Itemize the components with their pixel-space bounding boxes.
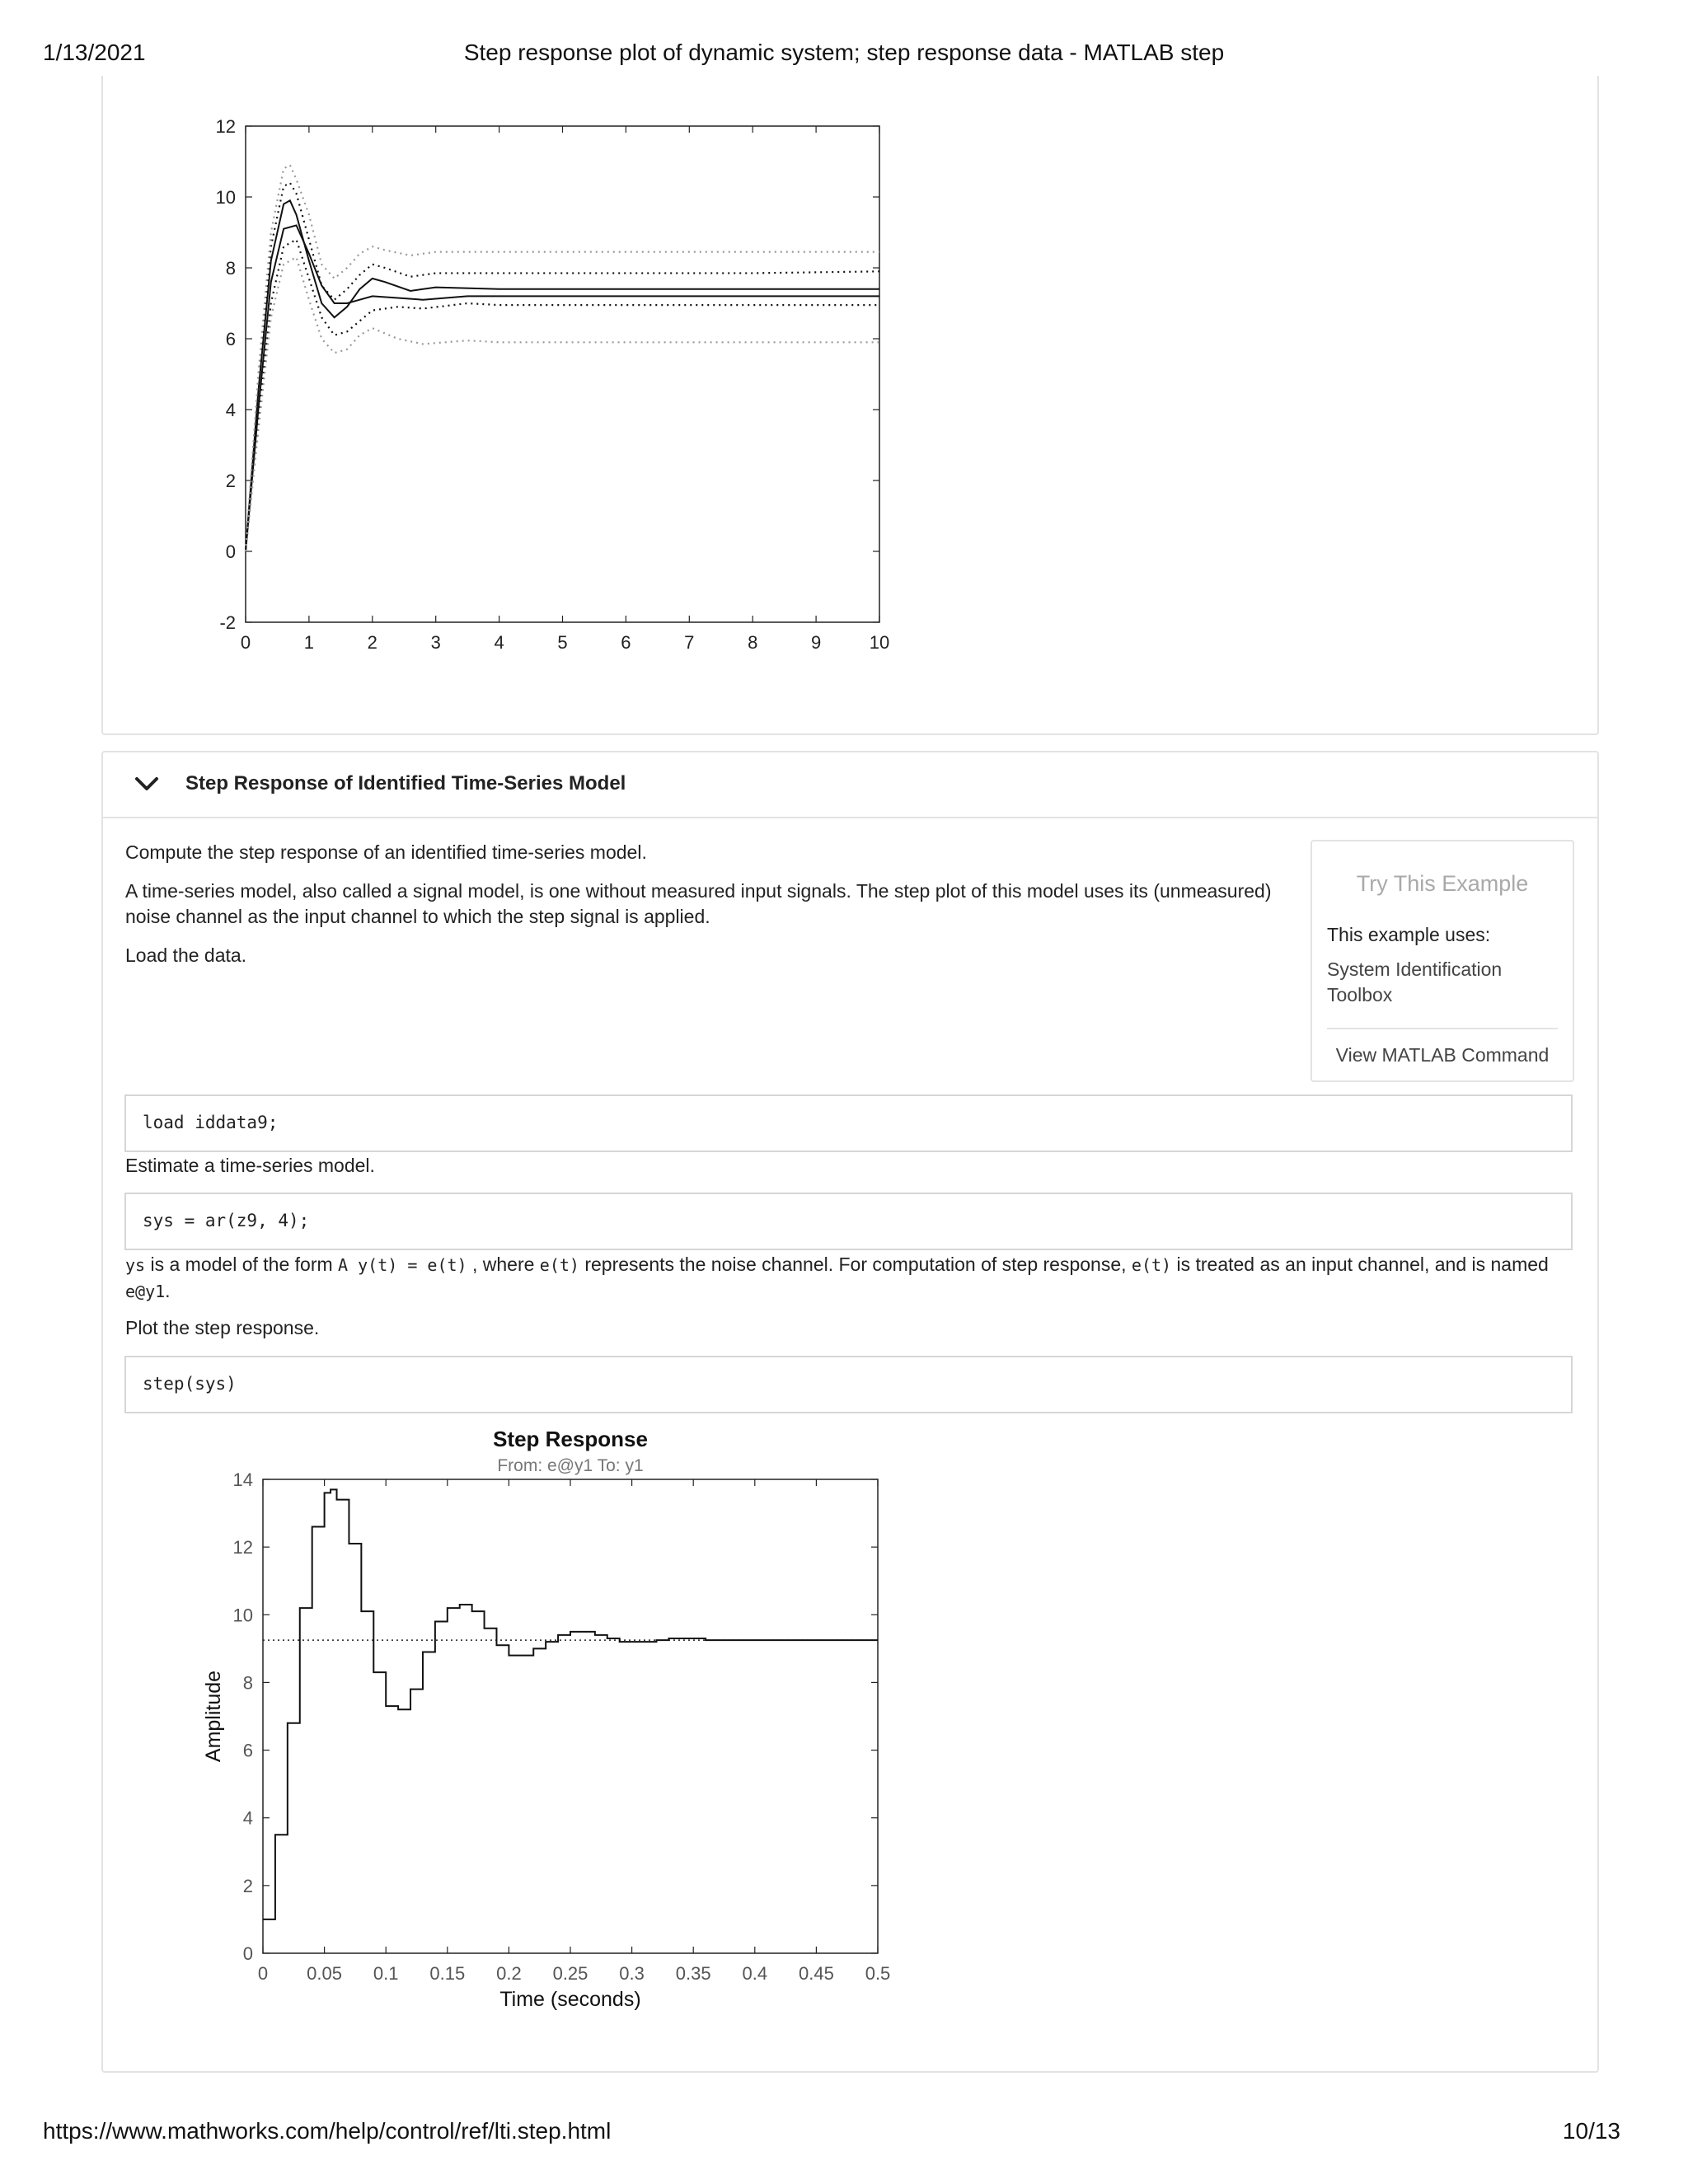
code-text: load iddata9;: [143, 1113, 279, 1132]
inline-code: e(t): [1131, 1255, 1172, 1275]
example-card-upper: [101, 76, 1599, 735]
x-tick-label: 0.4: [742, 1963, 768, 1984]
inline-code: ys: [125, 1255, 146, 1275]
x-tick-label: 8: [748, 632, 758, 653]
inline-code: e(t): [539, 1255, 579, 1275]
y-tick-label: 6: [225, 329, 236, 349]
x-tick-label: 1: [303, 632, 315, 653]
section-title: Step Response of Identified Time-Series Model: [185, 772, 626, 794]
step-response-chart-uncertainty: [103, 76, 1601, 735]
estimate-text: Estimate a time-series model.: [125, 1155, 375, 1176]
chevron-down-icon[interactable]: [133, 771, 161, 799]
try-example-panel: [1311, 840, 1574, 1082]
y-tick-label: -2: [219, 612, 236, 633]
description-line-1: A time-series model, also called a signal model, is one without measured input signals. The step plot of this model uses its (unmeasured): [125, 880, 1272, 902]
plot-area: [246, 126, 879, 622]
x-tick-label: 0.05: [307, 1963, 343, 1984]
x-tick-label: 2: [367, 632, 377, 653]
x-tick-label: 0.45: [798, 1963, 834, 1984]
print-page-title: Step response plot of dynamic system; step response data - MATLAB step: [463, 40, 1225, 65]
plot-area: [263, 1479, 878, 1953]
page-url: https://www.mathworks.com/help/control/ref/lti.step.html: [43, 2118, 612, 2144]
code-text: sys = ar(z9, 4);: [143, 1211, 310, 1230]
x-tick-label: 5: [557, 632, 568, 653]
inline-code: e@y1: [125, 1282, 166, 1301]
x-tick-label: 10: [869, 632, 890, 653]
chart-title: Step Response: [493, 1427, 648, 1451]
y-tick-label: 10: [232, 1605, 253, 1626]
x-tick-label: 0.15: [429, 1963, 466, 1984]
x-axis-label: Time (seconds): [499, 1988, 641, 2011]
x-tick-label: 3: [430, 632, 441, 653]
toolbox-link[interactable]: System Identification Toolbox: [1327, 958, 1503, 1005]
y-tick-label: 2: [242, 1875, 253, 1896]
code-block-ar[interactable]: [124, 1193, 1573, 1250]
try-example-button[interactable]: Try This Example: [1356, 871, 1529, 896]
code-block-load[interactable]: [124, 1094, 1573, 1152]
y-tick-label: 10: [215, 187, 236, 208]
x-tick-label: 6: [621, 632, 631, 653]
y-tick-label: 4: [242, 1807, 253, 1829]
chart-subtitle: From: e@y1 To: y1: [497, 1456, 644, 1475]
y-tick-label: 12: [232, 1537, 253, 1558]
y-tick-label: 8: [242, 1672, 253, 1694]
y-axis-label: Amplitude: [202, 1670, 225, 1763]
divider: [1327, 1028, 1558, 1029]
x-tick-label: 9: [810, 632, 822, 653]
uses-label: This example uses:: [1327, 924, 1491, 945]
x-tick-label: 0.1: [373, 1963, 399, 1984]
x-tick-label: 0.3: [619, 1963, 645, 1984]
plot-text: Plot the step response.: [125, 1317, 320, 1338]
x-tick-label: 7: [684, 632, 695, 653]
y-tick-label: 4: [225, 400, 236, 420]
section-header[interactable]: [103, 752, 1597, 818]
y-tick-label: 12: [215, 116, 236, 137]
code-block-step[interactable]: [124, 1356, 1573, 1413]
y-tick-label: 8: [225, 258, 236, 279]
print-date: 1/13/2021: [43, 40, 146, 65]
x-tick-label: 0.5: [865, 1963, 891, 1984]
model-form-paragraph: ys is a model of the form A y(t) = e(t) , where e(t) represents the noise channel. For computation of step response, e(t) is treated as an input channel, and is named e@y1.: [125, 1254, 1549, 1301]
y-tick-label: 0: [242, 1943, 253, 1964]
page-number: 10/13: [1562, 2118, 1620, 2144]
y-tick-label: 2: [225, 471, 236, 491]
y-tick-label: 14: [232, 1469, 253, 1490]
step-response-chart-time-series: [101, 1418, 1008, 2019]
x-tick-label: 0.35: [675, 1963, 711, 1984]
description-line-2: noise channel as the input channel to which the step signal is applied.: [125, 906, 710, 927]
view-command-button[interactable]: View MATLAB Command: [1335, 1044, 1550, 1066]
x-tick-label: 4: [494, 632, 504, 653]
y-tick-label: 0: [225, 541, 236, 562]
y-tick-label: 6: [242, 1740, 253, 1761]
x-tick-label: 0.2: [496, 1963, 522, 1984]
x-tick-label: 0: [257, 1963, 269, 1984]
x-tick-label: 0.25: [552, 1963, 588, 1984]
intro-paragraph: Compute the step response of an identified time-series model.: [125, 841, 647, 863]
x-tick-label: 0: [240, 632, 251, 653]
inline-code: A y(t) = e(t): [338, 1255, 467, 1275]
load-data-text: Load the data.: [125, 944, 247, 966]
code-text: step(sys): [143, 1374, 237, 1394]
